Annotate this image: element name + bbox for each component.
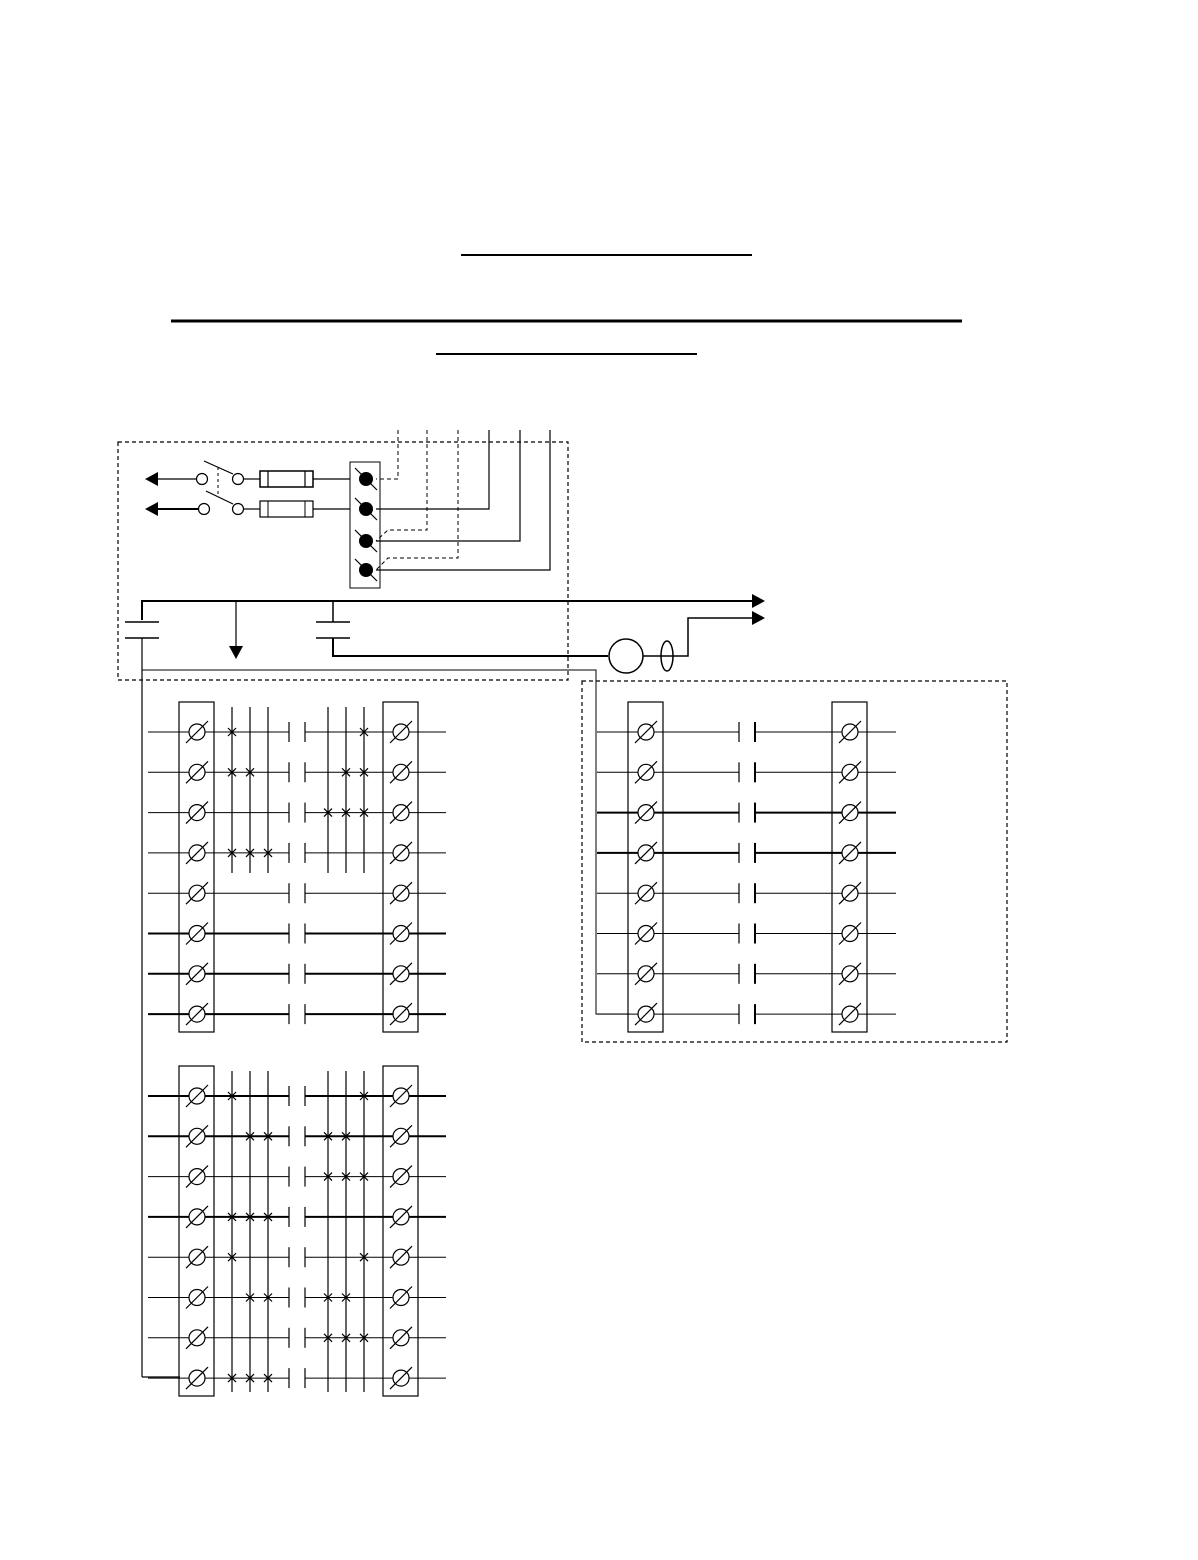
terminal-block-in xyxy=(179,702,214,1032)
contact-gap xyxy=(289,1205,305,1229)
terminal-panel-lower xyxy=(148,1066,446,1396)
arrow-down-icon xyxy=(229,646,243,659)
arrow-right-icon xyxy=(752,611,765,625)
contact-gap xyxy=(289,1084,305,1108)
terminal-block-in xyxy=(628,702,663,1032)
terminal-panels xyxy=(148,702,896,1396)
feeder-wire-dashed xyxy=(376,430,427,541)
terminal-block-out xyxy=(383,702,418,1032)
power-section xyxy=(145,430,550,588)
bus-section xyxy=(125,594,765,1377)
contact-gap xyxy=(289,1245,305,1269)
switch-contact xyxy=(199,504,210,515)
contact-gap xyxy=(289,801,305,825)
upper-left-enclosure xyxy=(118,442,568,680)
arrow-left-icon xyxy=(145,502,158,516)
contact-gap xyxy=(289,760,305,784)
feeder-wire-dashed xyxy=(376,430,458,570)
contact-gap xyxy=(289,1286,305,1310)
signal-wire xyxy=(661,618,752,656)
contact-gap xyxy=(289,1366,305,1390)
meter-icon xyxy=(609,639,643,673)
terminal-panel-right xyxy=(597,702,896,1032)
contact-gap xyxy=(289,962,305,986)
signal-wire xyxy=(333,638,608,656)
contact-gap xyxy=(289,1002,305,1026)
terminal-block-out xyxy=(383,1066,418,1396)
contact-gap xyxy=(289,1124,305,1148)
arrow-left-icon xyxy=(145,472,158,486)
contact-gap xyxy=(289,1165,305,1189)
terminal-panel-upper xyxy=(148,702,446,1032)
contact-gap xyxy=(289,841,305,865)
switch-contact xyxy=(233,504,244,515)
enclosure-feed-wire xyxy=(142,670,630,1014)
contact-gap xyxy=(289,881,305,905)
switch-contact xyxy=(233,474,244,485)
terminal-block-out xyxy=(832,702,867,1032)
feeder-wire xyxy=(376,430,550,570)
contact-gap xyxy=(289,922,305,946)
arrow-right-icon xyxy=(752,594,765,608)
contact-gap xyxy=(289,1326,305,1350)
heading xyxy=(171,255,962,354)
switch-blade xyxy=(206,491,233,504)
contact-gap xyxy=(289,720,305,744)
terminal-block-in xyxy=(179,1066,214,1396)
bus-wire xyxy=(142,601,752,620)
switch-contact xyxy=(197,474,208,485)
